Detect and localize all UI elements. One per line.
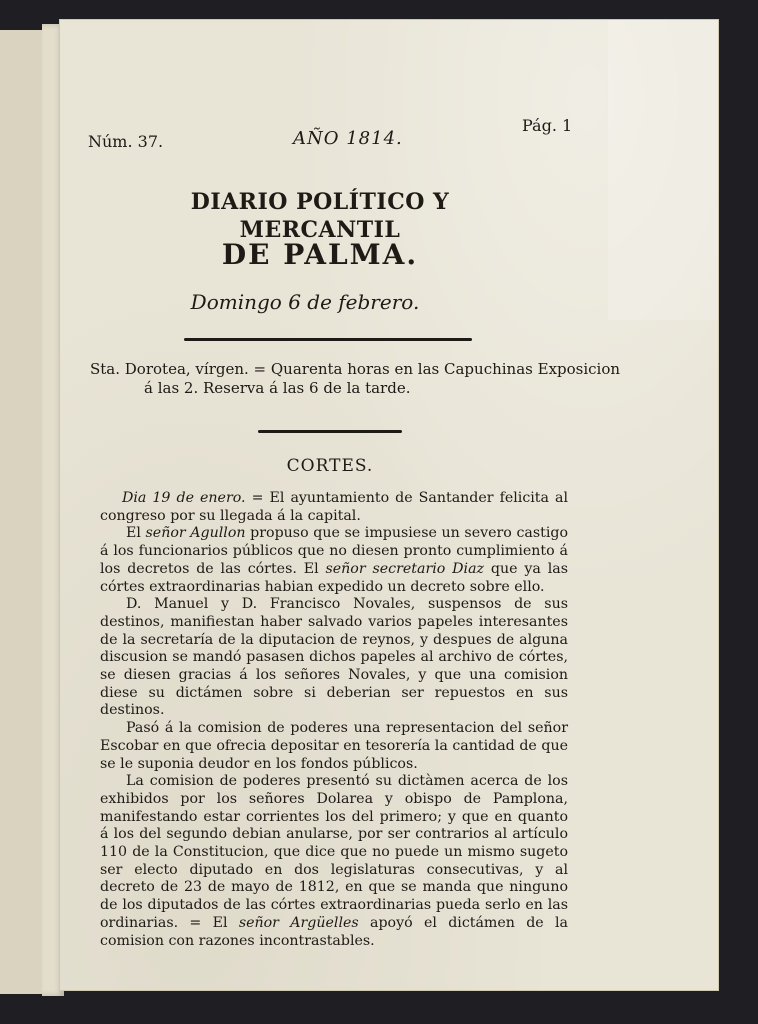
paragraph-3: D. Manuel y D. Francisco Novales, suspensos de sus destinos, manifiestan haber salvado varios papeles interesantes de la secretaría de la diputacion de reynos, y despues de alguna discusion se mandó pasasen dichos papeles al archivo de córtes, se diesen gracias á los señores Novales, y que una comision diese su dictámen sobre si deberian ser repuestos en sus destinos. bbox=[100, 596, 568, 719]
paragraph-1: Dia 19 de enero. = El ayuntamiento de Santander felicita al congreso por su llegada á la capital. bbox=[100, 490, 568, 524]
masthead-city: DE PALMA. bbox=[221, 238, 419, 271]
person-name: señor Agullon bbox=[145, 525, 246, 542]
person-name: señor Argüelles bbox=[238, 914, 359, 931]
page-number: Pág. 1 bbox=[522, 116, 573, 135]
paragraph-2: El señor Agullon propuso que se impusiese un severo castigo á los funcionarios públicos que no diesen pronto cumplimiento á los decretos de las córtes. El señor secretario Diaz que ya las córtes extraordinarias habian expedido un decreto sobre ello. bbox=[100, 525, 569, 595]
section-title: CORTES. bbox=[286, 456, 374, 476]
divider-rule bbox=[184, 338, 472, 341]
divider-rule-short bbox=[258, 430, 402, 433]
newspaper-page bbox=[60, 20, 718, 990]
person-name: señor secretario Diaz bbox=[325, 560, 485, 577]
issue-number: Núm. 37. bbox=[88, 132, 164, 151]
masthead-title: DIARIO POLÍTICO Y MERCANTIL bbox=[190, 189, 450, 243]
page-header bbox=[88, 116, 678, 156]
paragraph-5: La comision de poderes presentó su dictàmen acerca de los exhibidos por los señores Dolarea y obispo de Pamplona, manifestando estar corrientes los del primero; y que en quanto á los del segundo debian anularse, por ser contrarios al artículo 110 de la Constitucion, que dice que no puede un mismo sugeto ser electo diputado en dos legislaturas consecutivas, y al decreto de 23 de mayo de 1812, en que se manda que ninguno de los diputados de las córtes extraordinarias pueda serlo en las ordinarias. = El señor Argüelles apoyó el dictámen de la comision con razones incontrastables. bbox=[100, 773, 569, 949]
issue-date: Domingo 6 de febrero. bbox=[190, 290, 420, 314]
issue-year: AÑO 1814. bbox=[293, 128, 403, 149]
paragraph-4: Pasó á la comision de poderes una representacion del señor Escobar en que ofrecia depositar en tesorería la cantidad de que se le suponia deudor en los fondos públicos. bbox=[100, 720, 568, 772]
article-body bbox=[100, 490, 568, 950]
entry-date: Dia 19 de enero. bbox=[122, 490, 246, 506]
saint-notice: Sta. Dorotea, vírgen. = Quarenta horas en las Capuchinas Exposicion á las 2. Reserva á las 6 de la tarde. bbox=[90, 360, 621, 397]
